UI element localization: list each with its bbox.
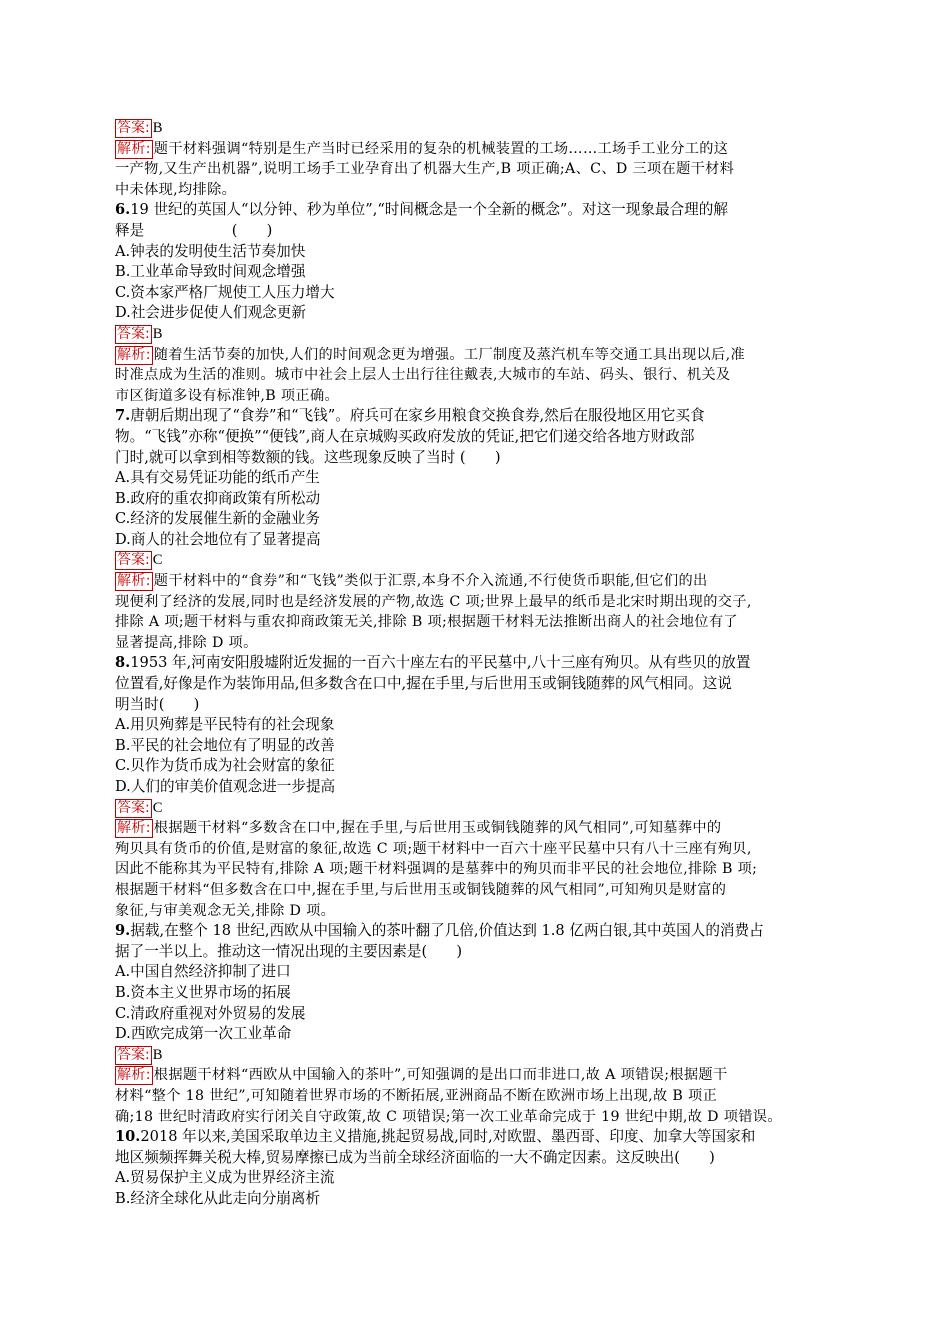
question-number: 7. xyxy=(115,407,131,425)
question-text: 2018 年以来,美国采取单边主义措施,挑起贸易战,同时,对欧盟、墨西哥、印度、加拿大等国家和 xyxy=(140,1128,756,1146)
question-stem xyxy=(115,653,837,674)
analysis-text: 象征,与审美观念无关,排除 D 项。 xyxy=(115,902,336,919)
question-text: 位置看,好像是作为装饰用品,但多数含在口中,握在手里,与后世用玉或铜钱随葬的风气相同。这说 xyxy=(115,675,732,693)
option-c: C.贝作为货币成为社会财富的象征 xyxy=(115,757,335,775)
analysis-text: 市区街道多设有标准钟,B 项正确。 xyxy=(115,387,340,404)
question-number: 10. xyxy=(115,1128,141,1146)
option-b: B.经济全球化从此走向分崩离析 xyxy=(115,1189,321,1207)
answer-line xyxy=(115,324,837,345)
analysis-text: 中未体现,均排除。 xyxy=(115,181,237,198)
option-a: A.具有交易凭证功能的纸币产生 xyxy=(115,469,320,487)
analysis-text: 显著提高,排除 D 项。 xyxy=(115,634,258,651)
analysis-text: 根据题干材料“西欧从中国输入的茶叶”,可知强调的是出口而非进口,故 A 项错误;根据题干 xyxy=(153,1067,728,1084)
analysis-text: 材料“整个 18 世纪”,可知随着世界市场的不断拓展,亚洲商品不断在欧洲市场上出现,故 B 项正 xyxy=(115,1087,718,1104)
answer-value: B xyxy=(152,325,163,342)
answer-tag: 答案: xyxy=(117,799,150,816)
answer-tag: 答案: xyxy=(117,120,150,136)
option-a: A.钟表的发明使生活节奏加快 xyxy=(115,242,306,260)
answer-line xyxy=(115,798,837,819)
option-a: A.贸易保护主义成为世界经济主流 xyxy=(115,1169,335,1187)
question-stem xyxy=(115,1127,837,1148)
document-page xyxy=(115,118,837,1209)
option-b: B.政府的重农抑商政策有所松动 xyxy=(115,489,321,507)
analysis-tag: 解析: xyxy=(117,1067,151,1084)
question-text: 据了一半以上。推动这一情况出现的主要因素是( ) xyxy=(115,942,463,960)
option-a: A.中国自然经济抑制了进口 xyxy=(115,963,291,981)
analysis-line xyxy=(115,345,837,366)
question-text: 据载,在整个 18 世纪,西欧从中国输入的茶叶翻了几倍,价值达到 1.8 亿两白银,其中英国人的消费占 xyxy=(130,922,764,940)
question-text: 物。“飞钱”亦称“便换”“便钱”,商人在京城购买政府发放的凭证,把它们递交给各地方财政部 xyxy=(115,427,695,445)
question-text: 明当时( ) xyxy=(115,695,200,713)
question-stem xyxy=(115,406,837,427)
option-c: C.清政府重视对外贸易的发展 xyxy=(115,1004,306,1022)
analysis-text: 一产物,又生产出机器”,说明工场手工业孕育出了机器大生产,B 项正确;A、C、D 三项在题干材料 xyxy=(115,161,735,178)
analysis-tag: 解析: xyxy=(117,573,151,590)
analysis-line xyxy=(115,1065,837,1086)
option-b: B.工业革命导致时间观念增强 xyxy=(115,263,306,281)
answer-tag: 答案: xyxy=(117,325,150,342)
question-text: 释是 ( ) xyxy=(115,221,273,239)
option-c: C.经济的发展催生新的金融业务 xyxy=(115,510,321,528)
question-text: 唐朝后期出现了“食券”和“飞钱”。府兵可在家乡用粮食交换食券,然后在服役地区用它买食 xyxy=(130,407,705,425)
question-text: 地区频频挥舞关税大棒,贸易摩擦已成为当前全球经济面临的一大不确定因素。这反映出( ) xyxy=(115,1148,715,1166)
option-d: D.商人的社会地位有了显著提高 xyxy=(115,530,321,548)
analysis-tag: 解析: xyxy=(117,820,151,837)
option-b: B.平民的社会地位有了明显的改善 xyxy=(115,736,335,754)
question-text: 19 世纪的英国人“以分钟、秒为单位”,“时间概念是一个全新的概念”。对这一现象最合理的解 xyxy=(130,201,728,219)
option-b: B.资本主义世界市场的拓展 xyxy=(115,983,291,1001)
answer-line xyxy=(115,550,837,571)
analysis-text: 题干材料强调“特别是生产当时已经采用的复杂的机械装置的工场……工场手工业分工的这 xyxy=(153,140,729,157)
question-number: 6. xyxy=(115,201,131,219)
analysis-text: 随着生活节奏的加快,人们的时间观念更为增强。工厂制度及蒸汽机车等交通工具出现以后,准 xyxy=(153,346,746,363)
option-d: D.西欧完成第一次工业革命 xyxy=(115,1025,292,1043)
question-number: 8. xyxy=(115,654,131,672)
question-stem xyxy=(115,921,837,942)
question-stem xyxy=(115,200,837,221)
analysis-line xyxy=(115,571,837,592)
question-text: 门时,就可以拿到相等数额的钱。这些现象反映了当时 ( ) xyxy=(115,448,501,466)
answer-value: B xyxy=(152,1046,163,1063)
answer-value: B xyxy=(152,120,163,136)
option-a: A.用贝殉葬是平民特有的社会现象 xyxy=(115,716,335,734)
analysis-text: 根据题干材料“多数含在口中,握在手里,与后世用玉或铜钱随葬的风气相同”,可知墓葬中的 xyxy=(153,820,722,837)
answer-line xyxy=(115,118,837,139)
analysis-text: 因此不能称其为平民特有,排除 A 项;题干材料强调的是墓葬中的殉贝而非平民的社会地位,排除 B 项; xyxy=(115,861,758,878)
analysis-tag: 解析: xyxy=(117,140,151,157)
answer-tag: 答案: xyxy=(117,1046,150,1063)
analysis-text: 确;18 世纪时清政府实行闭关自守政策,故 C 项错误;第一次工业革命完成于 19 世纪中期,故 D 项错误。 xyxy=(115,1108,782,1125)
option-d: D.社会进步促使人们观念更新 xyxy=(115,304,306,322)
analysis-text: 根据题干材料“但多数含在口中,握在手里,与后世用玉或铜钱随葬的风气相同”,可知殉贝是财富的 xyxy=(115,881,727,898)
answer-value: C xyxy=(152,799,163,816)
analysis-tag: 解析: xyxy=(117,346,151,363)
answer-line xyxy=(115,1045,837,1066)
answer-value: C xyxy=(152,552,163,569)
option-c: C.资本家严格厂规使工人压力增大 xyxy=(115,283,335,301)
analysis-line xyxy=(115,139,837,160)
question-text: 1953 年,河南安阳殷墟附近发掘的一百六十座左右的平民墓中,八十三座有殉贝。从有些贝的放置 xyxy=(130,654,751,672)
question-number: 9. xyxy=(115,922,131,940)
analysis-text: 现便利了经济的发展,同时也是经济发展的产物,故选 C 项;世界上最早的纸币是北宋时期出现的交子, xyxy=(115,593,752,610)
analysis-line xyxy=(115,818,837,839)
option-d: D.人们的审美价值观念进一步提高 xyxy=(115,778,336,795)
analysis-text: 排除 A 项;题干材料与重农抑商政策无关,排除 B 项;根据题干材料无法推断出商人的社会地位有了 xyxy=(115,614,738,631)
analysis-text: 题干材料中的“食券”和“飞钱”类似于汇票,本身不介入流通,不行使货币职能,但它们的出 xyxy=(153,573,708,590)
answer-tag: 答案: xyxy=(117,552,150,569)
analysis-text: 殉贝具有货币的价值,是财富的象征,故选 C 项;题干材料中一百六十座平民墓中只有八十三座有殉贝, xyxy=(115,840,752,857)
analysis-text: 时准点成为生活的准则。城市中社会上层人士出行往往戴表,大城市的车站、码头、银行、机关及 xyxy=(115,367,731,384)
